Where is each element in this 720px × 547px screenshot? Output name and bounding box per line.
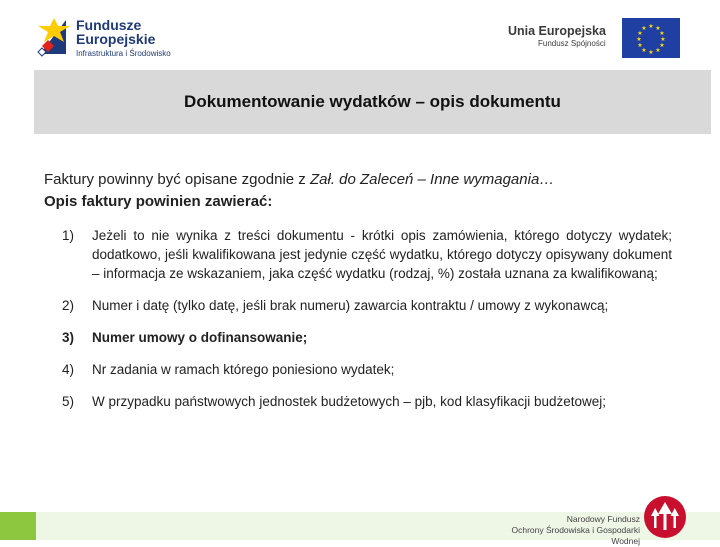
svg-text:★: ★ (648, 23, 654, 30)
eu-flag-icon (622, 18, 680, 58)
list-item-number: 1) (62, 228, 75, 243)
ue-subtitle: Fundusz Spójności (538, 39, 606, 48)
nfosigw-line1: Narodowy Fundusz (566, 514, 640, 524)
intro-text: Faktury powinny być opisane zgodnie z (44, 171, 310, 188)
list-item-text: Jeżeli to nie wynika z treści dokumentu - krótki opis zamówienia, którego dotyczy wydatek; dodatkowo, jeśli kwalifikowana jest jedynie część wydatku, którego dotyczy opisywany dokument – informacja ze wskazaniem, jaka część wydatku (rodzaj, %) została uznana za kwalifikowaną; (92, 228, 672, 281)
list-item-text: Nr zadania w ramach którego poniesiono wydatek; (92, 362, 395, 377)
svg-text:★: ★ (655, 47, 661, 54)
fe-name-line1: Fundusze (76, 17, 142, 33)
svg-text:★: ★ (636, 36, 642, 43)
nfosigw-name (488, 514, 640, 547)
fe-name-line2: Europejskie (76, 31, 156, 47)
list-item (62, 328, 672, 347)
footer-green-block (0, 512, 36, 540)
fundusze-europejskie-logo (36, 14, 196, 66)
page-title: Dokumentowanie wydatków – opis dokumentu (184, 92, 561, 111)
footer-band (0, 512, 720, 546)
nfosigw-line2: Ochrony Środowiska i Gospodarki Wodnej (511, 525, 640, 546)
list-item (62, 226, 672, 283)
list-item-text: Numer i datę (tylko datę, jeśli brak numeru) zawarcia kontraktu / umowy z wykonawcą; (92, 298, 609, 313)
requirements-list (62, 226, 672, 424)
list-item-number: 5) (62, 394, 75, 409)
fe-subtitle: Infrastruktura i Środowisko (76, 49, 171, 58)
svg-text:★: ★ (641, 25, 647, 32)
svg-text:★: ★ (659, 30, 665, 37)
list-item-text: Numer umowy o dofinansowanie; (92, 330, 308, 345)
svg-text:★: ★ (637, 30, 643, 37)
nfosigw-logo-icon (642, 494, 688, 540)
svg-text:★: ★ (659, 42, 665, 49)
title-band (34, 70, 711, 134)
list-item-number: 4) (62, 362, 75, 377)
section-heading: Opis faktury powinien zawierać: (44, 193, 273, 210)
svg-text:★: ★ (660, 36, 666, 43)
unia-europejska-logo (504, 18, 680, 62)
list-item (62, 296, 672, 315)
svg-text:★: ★ (637, 42, 643, 49)
list-item-text: W przypadku państwowych jednostek budżetowych – pjb, kod klasyfikacji budżetowej; (92, 394, 607, 409)
fe-star-mark-icon (36, 16, 72, 60)
svg-text:★: ★ (648, 49, 654, 56)
svg-text:★: ★ (655, 25, 661, 32)
svg-text:★: ★ (641, 47, 647, 54)
intro-paragraph (44, 170, 684, 190)
ue-name: Unia Europejska (508, 24, 606, 38)
list-item-number: 3) (62, 330, 75, 345)
list-item-number: 2) (62, 298, 75, 313)
intro-italic-reference: Zał. do Zaleceń – Inne wymagania… (309, 171, 555, 188)
list-item (62, 360, 672, 379)
list-item (62, 392, 672, 411)
